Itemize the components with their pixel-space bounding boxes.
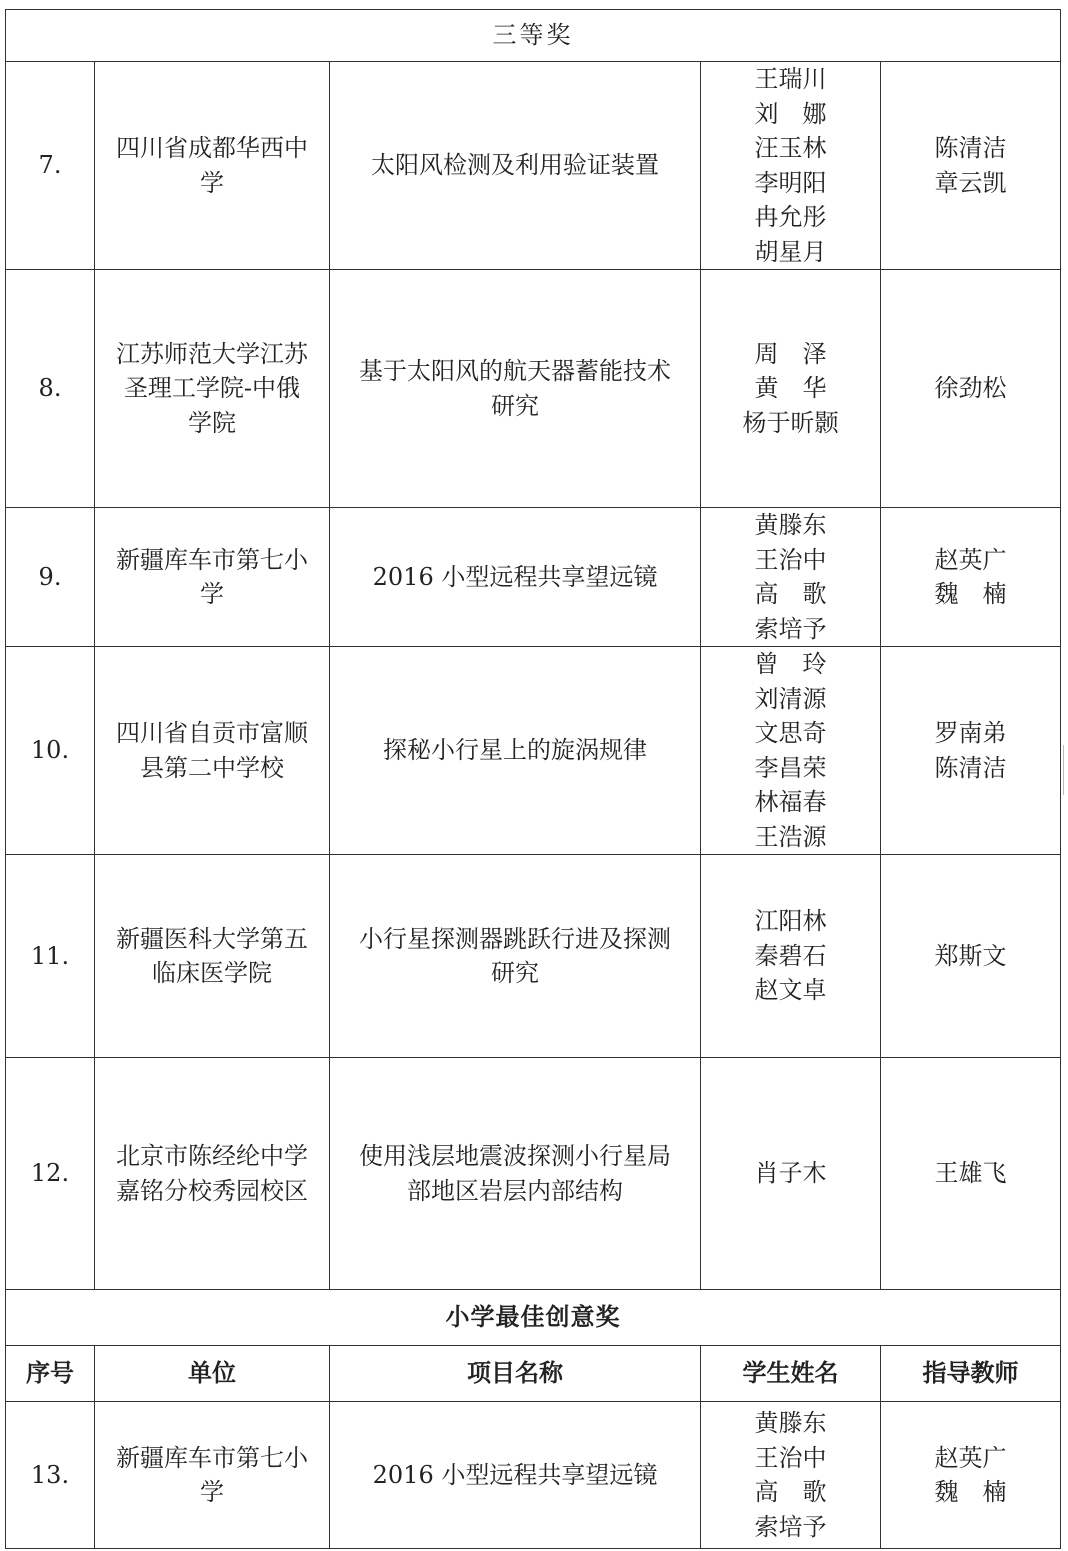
students-cell — [701, 1402, 881, 1549]
page-corner-mark — [1063, 745, 1064, 795]
teachers-cell-line: 魏 楠 — [934, 1478, 1007, 1506]
project-cell — [330, 1058, 701, 1290]
row-number: 13. — [6, 1402, 95, 1549]
award-row — [6, 855, 1061, 1058]
unit-cell — [95, 1402, 330, 1549]
students-cell-line: 江阳林 — [754, 907, 827, 936]
students-cell-line: 李明阳 — [754, 168, 827, 197]
project-cell — [330, 1402, 701, 1549]
unit-cell-line: 北京市陈经纶中学 — [116, 1142, 308, 1170]
unit-cell — [95, 508, 330, 647]
project-cell-line: 部地区岩层内部结构 — [407, 1176, 623, 1205]
teachers-cell — [881, 1058, 1061, 1290]
row-number: 8. — [6, 270, 95, 508]
students-cell-line: 冉允彤 — [754, 203, 827, 231]
unit-cell-line: 四川省成都华西中 — [116, 134, 308, 162]
unit-cell-line: 嘉铭分校秀园校区 — [116, 1176, 308, 1205]
unit-cell-line: 新疆医科大学第五 — [116, 924, 308, 953]
teachers-cell — [881, 647, 1061, 855]
students-cell-line: 高 歌 — [754, 580, 827, 608]
teachers-cell-line: 郑斯文 — [934, 941, 1007, 970]
unit-cell-line: 临床医学院 — [152, 959, 272, 987]
students-cell-line: 赵文卓 — [754, 976, 827, 1005]
project-cell-line: 小行星探测器跳跃行进及探测 — [359, 924, 671, 953]
unit-cell-line: 四川省自贡市富顺 — [116, 719, 308, 747]
students-cell-line: 秦碧石 — [754, 941, 827, 970]
project-cell — [330, 270, 701, 508]
unit-cell-line: 江苏师范大学江苏 — [116, 339, 308, 368]
unit-cell-line: 圣理工学院-中俄 — [123, 374, 301, 403]
students-cell-line: 黄 华 — [754, 374, 827, 403]
students-cell — [701, 1058, 881, 1290]
project-cell-line: 研究 — [491, 959, 539, 987]
section-row-primary-best-idea — [6, 1290, 1061, 1346]
teachers-cell — [881, 270, 1061, 508]
students-cell-line: 王治中 — [754, 1443, 827, 1472]
project-cell — [330, 647, 701, 855]
row-number: 7. — [6, 62, 95, 270]
students-cell-line: 汪玉林 — [754, 134, 827, 162]
teachers-cell-line: 章云凯 — [934, 168, 1007, 197]
unit-cell-line: 新疆库车市第七小 — [116, 545, 308, 574]
students-cell-line: 刘 娜 — [754, 99, 827, 128]
unit-cell — [95, 647, 330, 855]
header-teachers: 指导教师 — [881, 1346, 1061, 1402]
students-cell-line: 王治中 — [754, 545, 827, 574]
award-table — [5, 9, 1061, 1549]
row-number: 10. — [6, 647, 95, 855]
header-no: 序号 — [6, 1346, 95, 1402]
unit-cell — [95, 855, 330, 1058]
teachers-cell-line: 王雄飞 — [934, 1159, 1007, 1188]
unit-cell — [95, 1058, 330, 1290]
project-cell-line: 使用浅层地震波探测小行星局 — [359, 1142, 671, 1170]
students-cell-line: 李昌荣 — [754, 753, 827, 782]
award-row — [6, 1402, 1061, 1549]
students-cell — [701, 647, 881, 855]
project-cell-line: 研究 — [491, 391, 539, 420]
teachers-cell — [881, 508, 1061, 647]
project-cell — [330, 62, 701, 270]
award-row — [6, 270, 1061, 508]
teachers-cell — [881, 62, 1061, 270]
students-cell-line: 高 歌 — [754, 1478, 827, 1506]
teachers-cell-line: 赵英广 — [934, 545, 1007, 574]
students-cell — [701, 270, 881, 508]
unit-cell — [95, 62, 330, 270]
students-cell — [701, 508, 881, 647]
students-cell-line: 肖子木 — [754, 1159, 827, 1188]
teachers-cell-line: 魏 楠 — [934, 580, 1007, 608]
students-cell — [701, 62, 881, 270]
teachers-cell-line: 罗南弟 — [934, 719, 1007, 747]
header-project: 项目名称 — [330, 1346, 701, 1402]
unit-cell — [95, 270, 330, 508]
award-row — [6, 508, 1061, 647]
project-cell-line: 2016 小型远程共享望远镜 — [372, 562, 658, 591]
project-cell-line: 太阳风检测及利用验证装置 — [371, 151, 659, 180]
students-cell-line: 王瑞川 — [754, 65, 827, 93]
unit-cell-line: 县第二中学校 — [140, 753, 284, 782]
header-unit: 单位 — [95, 1346, 330, 1402]
unit-cell-line: 学 — [200, 168, 224, 197]
award-row — [6, 1058, 1061, 1290]
project-cell-line: 探秘小行星上的旋涡规律 — [383, 736, 647, 765]
teachers-cell — [881, 1402, 1061, 1549]
students-cell-line: 黄滕东 — [754, 511, 827, 539]
section-row-third-prize — [6, 10, 1061, 62]
unit-cell-line: 学 — [200, 1478, 224, 1506]
unit-cell-line: 学院 — [188, 408, 236, 437]
students-cell-line: 文思奇 — [754, 719, 827, 747]
students-cell-line: 林福春 — [754, 788, 827, 816]
students-cell-line: 杨于昕颢 — [742, 408, 839, 437]
project-cell-line: 2016 小型远程共享望远镜 — [372, 1460, 658, 1489]
students-cell-line: 索培予 — [754, 1512, 827, 1541]
unit-cell-line: 新疆库车市第七小 — [116, 1443, 308, 1472]
teachers-cell-line: 陈清洁 — [934, 134, 1007, 162]
section-title-third-prize: 三等奖 — [6, 10, 1061, 62]
students-cell-line: 黄滕东 — [754, 1409, 827, 1437]
teachers-cell-line: 赵英广 — [934, 1443, 1007, 1472]
students-cell-line: 周 泽 — [754, 339, 827, 368]
award-row — [6, 62, 1061, 270]
header-row — [6, 1346, 1061, 1402]
row-number: 11. — [6, 855, 95, 1058]
teachers-cell-line: 陈清洁 — [934, 753, 1007, 782]
row-number: 12. — [6, 1058, 95, 1290]
students-cell — [701, 855, 881, 1058]
section-title-primary-best-idea: 小学最佳创意奖 — [6, 1290, 1061, 1346]
project-cell-line: 基于太阳风的航天器蓄能技术 — [359, 357, 671, 385]
header-students: 学生姓名 — [701, 1346, 881, 1402]
students-cell-line: 胡星月 — [754, 237, 827, 266]
project-cell — [330, 508, 701, 647]
students-cell-line: 刘清源 — [754, 684, 827, 713]
award-row — [6, 647, 1061, 855]
teachers-cell — [881, 855, 1061, 1058]
project-cell — [330, 855, 701, 1058]
row-number: 9. — [6, 508, 95, 647]
unit-cell-line: 学 — [200, 580, 224, 608]
students-cell-line: 王浩源 — [754, 822, 827, 851]
students-cell-line: 索培予 — [754, 614, 827, 643]
teachers-cell-line: 徐劲松 — [934, 374, 1007, 403]
students-cell-line: 曾 玲 — [754, 650, 827, 678]
